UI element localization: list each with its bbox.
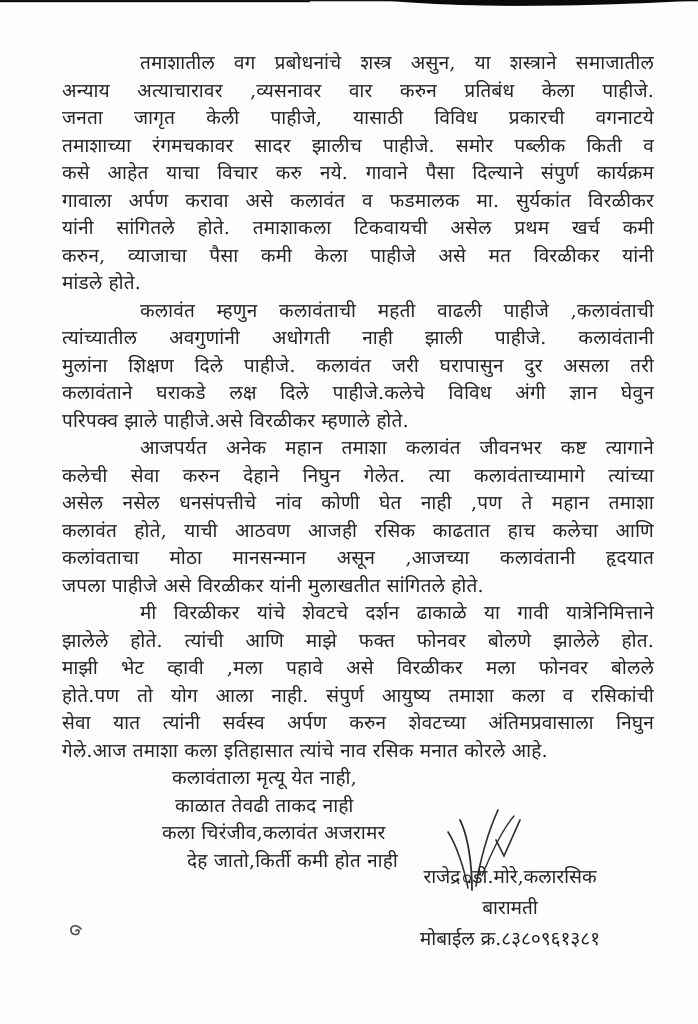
text-line: कलावंत होते, याची आठवण आजही रसिक काढतात हाच कलेचा आणि [62,519,654,542]
poem-line: देह जातो,किर्ती कमी होत नाही [187,849,399,872]
poem-line: काळात तेवढी ताकद नाही [175,794,354,817]
document-text-column [62,50,654,875]
signature-name: राजेद्र .डी.मोरे,कलारसिक [423,866,597,888]
text-line: कसे आहेत याचा विचार करु नये. गावाने पैसा दिल्याने संपुर्ण कार्यक्रम [62,162,654,184]
text-line: मी विरळीकर यांचे शेवटचे दर्शन ढाकाळे या गावी यात्रेनिमित्ताने [140,602,654,624]
poem-line: कलावंताला मृत्यू येत नाही, [172,767,357,789]
paragraph-1 [62,50,654,298]
text-line: कलेची सेवा करुन देहाने निघुन गेलेत. त्या कलावंताच्यामागे त्यांच्या [62,464,654,487]
text-line: मुलांना शिक्षण दिले पाहीजे. कलावंत जरी घरापासुन दुर असला तरी [62,354,654,377]
text-line: तमाशाच्या रंगमचकावर सादर झालीच पाहीजे. समोर पब्लीक किती व [62,134,654,157]
text-line: परिपक्व झाले पाहीजे.असे विरळीकर म्हणाले होते. [62,409,409,432]
text-line: जपला पाहीजे असे विरळीकर यांनी मुलाखतीत सांगितले होते. [62,574,484,597]
poem-block [162,765,654,875]
text-line: होते.पण तो योग आला नाही. संपुर्ण आयुष्य तमाशा कला व रसिकांची [62,684,654,707]
text-line: करुन, व्याजाचा पैसा कमी केला पाहीजे असे मत विरळीकर यांनी [62,244,654,267]
text-line: गेले.आज तमाशा कला इतिहासात त्यांचे नाव रसिक मनात कोरले आहे. [62,739,548,762]
paragraph-4 [62,600,654,765]
text-line: जनता जागृत केली पाहीजे, यासाठी विविध प्रकारची वगनाटये [62,107,654,129]
signature-block [372,862,648,955]
text-line: तमाशातील वग प्रबोधनांचे शस्त्र असुन, या शस्त्राने समाजातील [140,52,654,74]
pen-squiggle-icon [66,924,86,940]
text-line: गावाला अर्पण करावा असे कलावंत व फडमालक मा. सुर्यकांत विरळीकर [62,189,654,212]
signature-place: बारामती [482,897,538,919]
text-line: कलांवताचा मोठा मानसन्मान असून ,आजच्या कलावंतानी हृदयात [62,547,654,569]
text-line: कलावंत म्हणुन कलावंताची महती वाढली पाहीजे ,कलावंताची [140,299,654,322]
paragraph-3 [62,435,654,600]
text-line: अन्याय अत्याचारावर ,व्यसनावर वार करुन प्रतिबंध केला पाहीजे. [62,79,654,102]
text-line: कलावंताने घराकडे लक्ष दिले पाहीजे.कलेचे विविध अंगी ज्ञान घेवुन [62,382,654,404]
text-line: झालेले होते. त्यांची आणि माझे फक्त फोनवर बोलणे झालेले होत. [62,629,654,652]
poem-line: कला चिरंजीव,कलावंत अजरामर [162,822,386,844]
text-line: असेल नसेल धनसंपत्तीचे नांव कोणी घेत नाही ,पण ते महान तमाशा [62,492,654,514]
signature-mobile: मोबाईल क्र.८३८०९६१३८१ [419,928,601,950]
scan-edge-artifact-icon [0,0,698,12]
text-line: यांनी सांगितले होते. तमाशाकला टिकवायची असेल प्रथम खर्च कमी [62,217,654,239]
text-line: माझी भेट व्हावी ,मला पहावे असे विरळीकर मला फोनवर बोलले [62,657,654,679]
text-line: त्यांच्यातील अवगुणांनी अधोगती नाही झाली पाहीजे. कलावंतानी [62,327,654,349]
text-line: मांडले होते. [62,272,142,294]
text-line: सेवा यात त्यांनी सर्वस्व अर्पण करुन शेवटच्या अंतिमप्रवासाला निघुन [62,712,654,734]
paragraph-2 [62,298,654,436]
text-line: आजपर्यत अनेक महान तमाशा कलावंत जीवनभर कष्ट त्यागाने [140,437,654,459]
